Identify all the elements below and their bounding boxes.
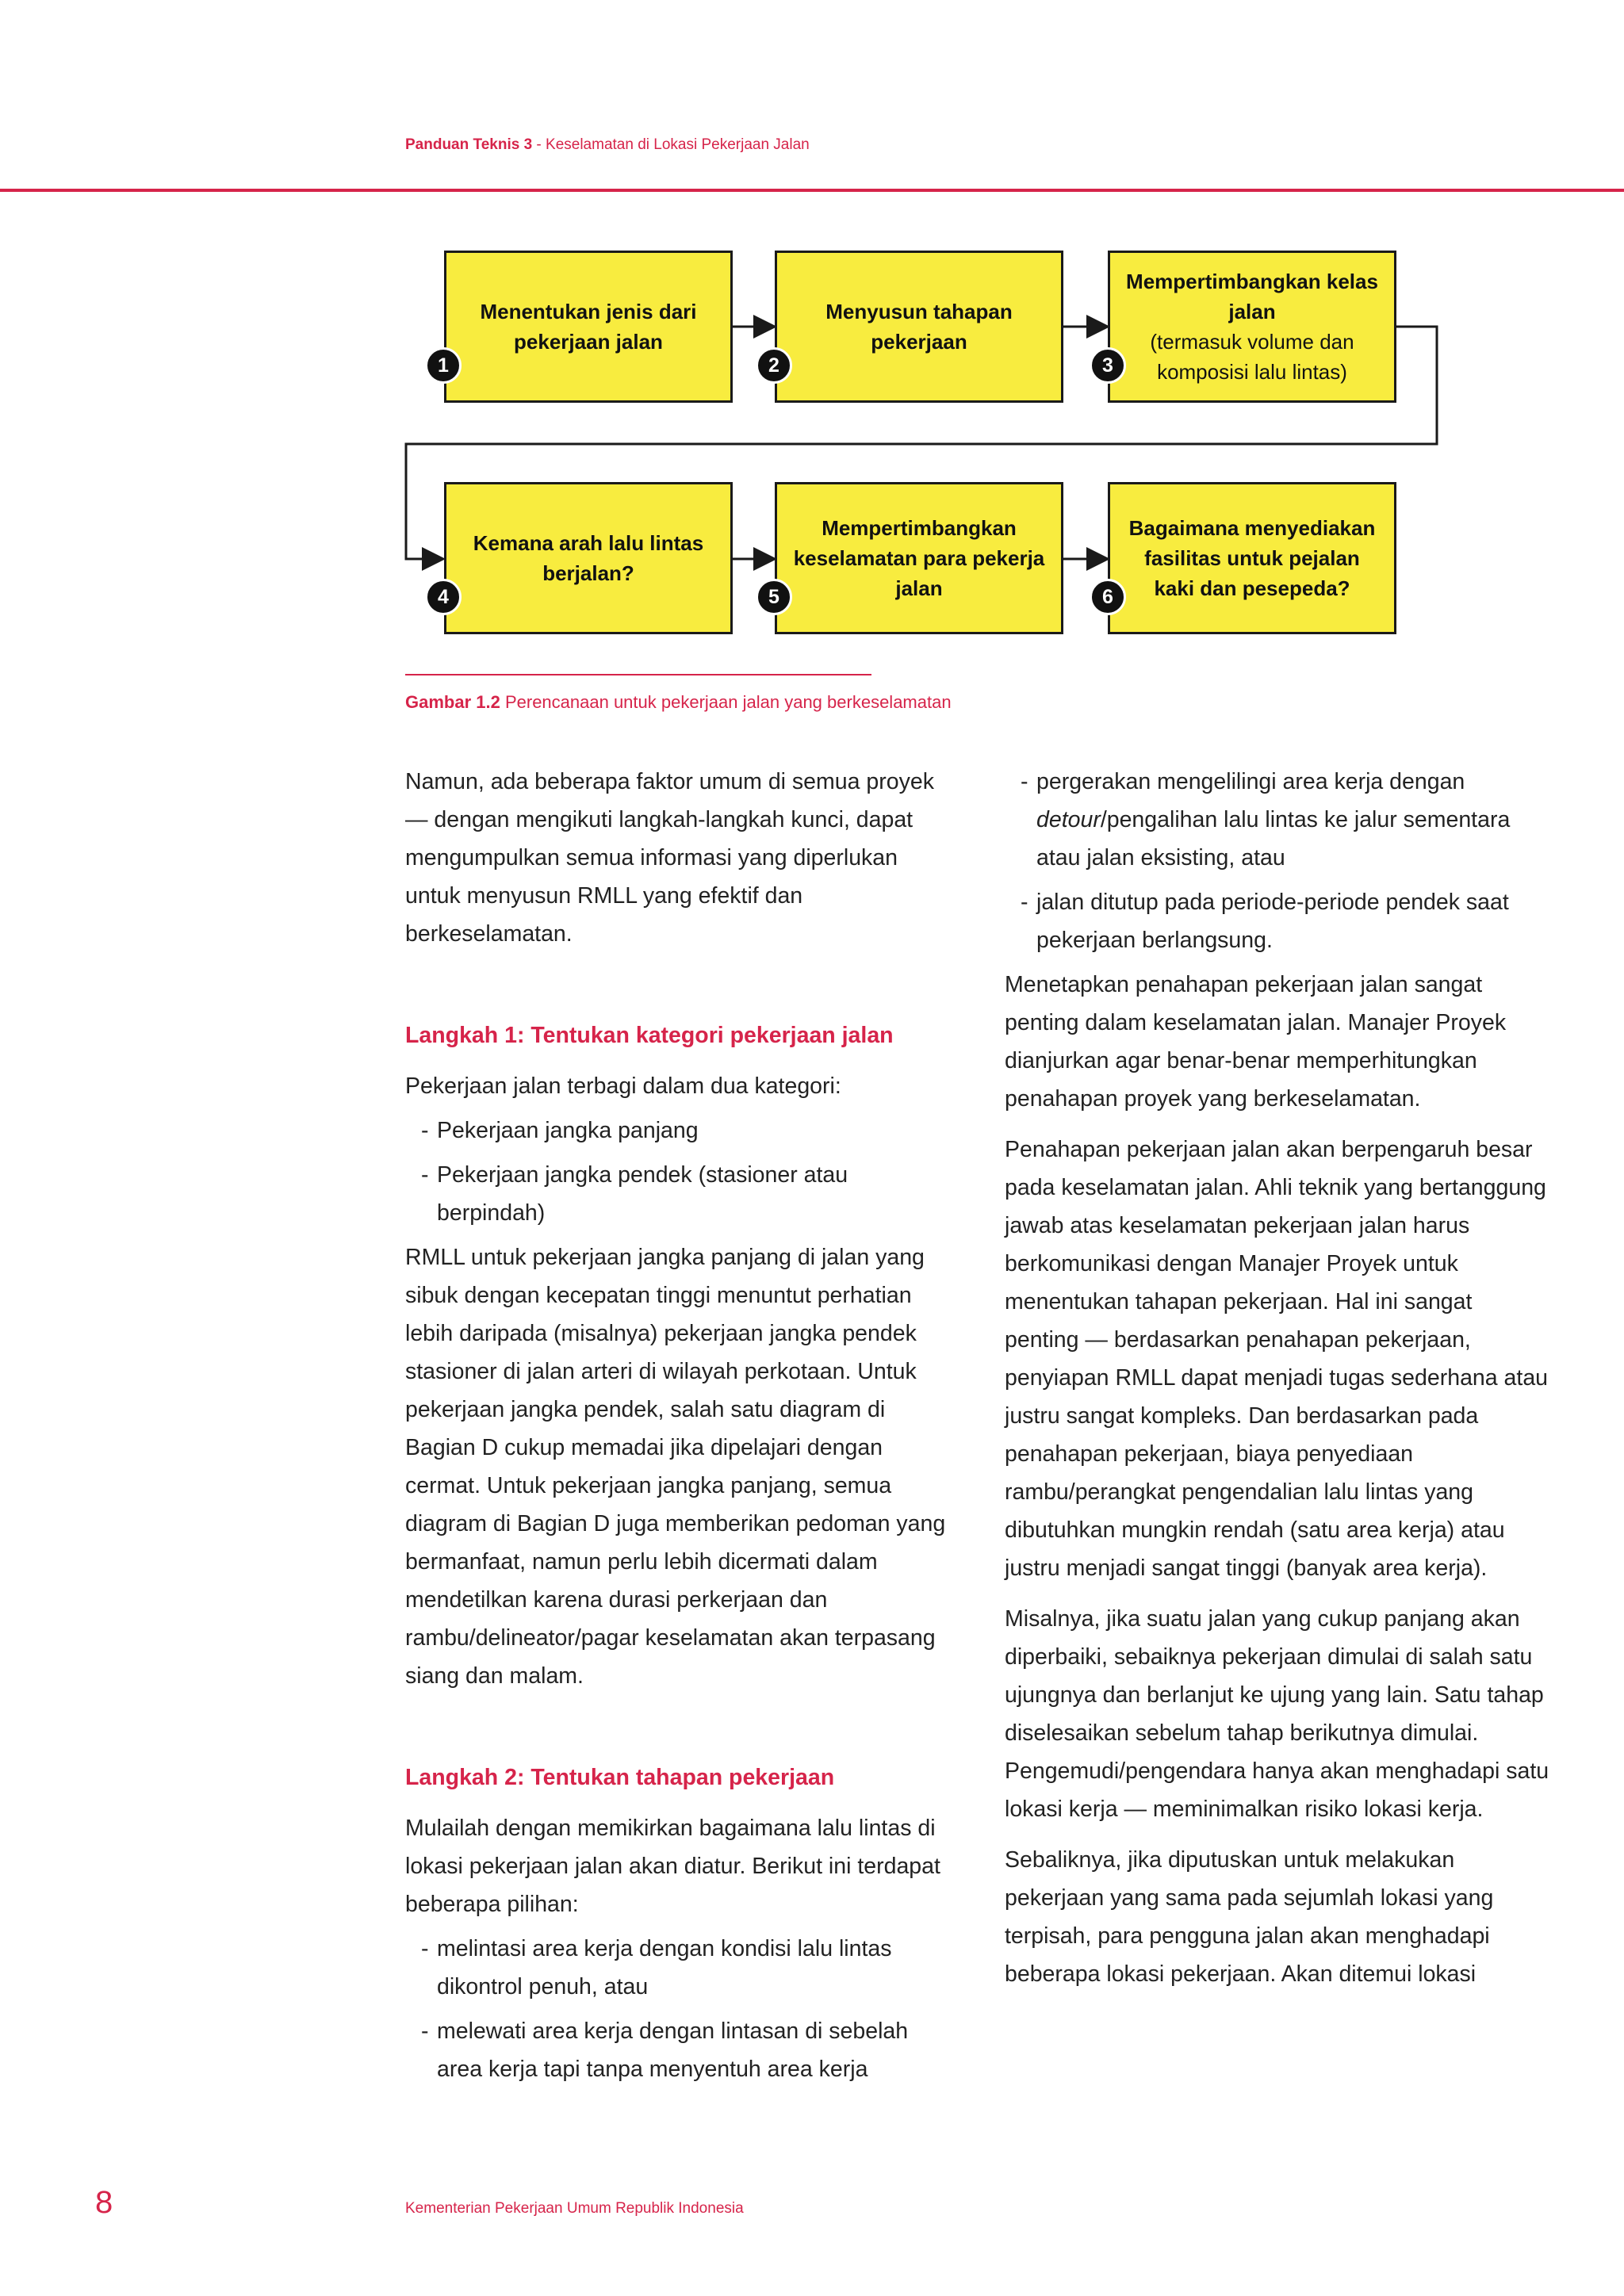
flow-step-5-number: 5: [756, 579, 792, 615]
step2-intro: Mulailah dengan memikirkan bagaimana lalu lintas di lokasi pekerjaan jalan akan diatur. Berikut ini terdapat beberapa pilihan:: [405, 1816, 940, 1917]
body-paragraph-4: Sebaliknya, jika diputuskan untuk melakukan pekerjaan yang sama pada sejumlah lokasi yang terpisah, para pengguna jalan akan menghadapi beberapa lokasi pekerjaan. Akan ditemui lokasi: [1005, 1847, 1494, 1987]
flow-step-5-text: Mempertimbangkan keselamatan para pekerja jalan: [793, 516, 1045, 600]
figure-caption-text: Perencanaan untuk pekerjaan jalan yang berkeselamatan: [500, 692, 952, 712]
header-title-bold: Panduan Teknis 3: [405, 136, 533, 153]
body-paragraph-3: Misalnya, jika suatu jalan yang cukup panjang akan diperbaiki, sebaiknya pekerjaan dimulai di salah satu ujungnya dan berlanjut ke ujung yang lain. Satu tahap diselesaikan sebelum tahap berikutnya dimulai. Pengemudi/pengendara hanya akan menghadapi satu lokasi kerja — meminimalkan risiko lokasi kerja.: [1005, 1606, 1549, 1822]
list-item: [1005, 763, 1552, 877]
flow-step-4-text: Kemana arah lalu lintas berjalan?: [473, 531, 704, 585]
flow-step-6-number: 6: [1090, 579, 1126, 615]
flow-step-2: [775, 251, 1063, 403]
step2-heading: Langkah 2: Tentukan tahapan pekerjaan: [405, 1765, 835, 1790]
step1-body: RMLL untuk pekerjaan jangka panjang di jalan yang sibuk dengan kecepatan tinggi menuntut perhatian lebih daripada (misalnya) pekerjaan jangka pendek stasioner di jalan arteri di wilayah perkotaan. Untuk pekerjaan jangka pendek, salah satu diagram di Bagian D cukup memadai jika dipelajari dengan cermat. Untuk pekerjaan jangka panjang, semua diagram di Bagian D juga memberikan pedoman yang bermanfaat, namun perlu lebih dicermati dalam mendetilkan karena durasi perkerjaan dan rambu/delineator/pagar keselamatan akan terpasang siang dan malam.: [405, 1245, 946, 1689]
flow-step-3-note: (termasuk volume dan komposisi lalu lintas): [1150, 330, 1354, 384]
flow-step-5: [775, 482, 1063, 634]
step1-heading: Langkah 1: Tentukan kategori pekerjaan jalan: [405, 1023, 894, 1048]
list-item-italic: detour: [1036, 807, 1101, 832]
flow-step-1-number: 1: [425, 347, 462, 384]
figure-caption-label: Gambar 1.2: [405, 692, 500, 712]
step1-intro: Pekerjaan jalan terbagi dalam dua kategori:: [405, 1073, 841, 1099]
body-paragraph-1: Menetapkan penahapan pekerjaan jalan sangat penting dalam keselamatan jalan. Manajer Proyek dianjurkan agar benar-benar memperhitungkan penahapan proyek yang berkeselamatan.: [1005, 972, 1507, 1112]
list-item: - Pekerjaan jangka pendek (stasioner atau berpindah): [405, 1156, 952, 1232]
flow-step-3-number: 3: [1090, 347, 1126, 384]
caption-divider: [405, 674, 871, 675]
flow-step-1-text: Menentukan jenis dari pekerjaan jalan: [480, 300, 697, 354]
body-paragraph-2: Penahapan pekerjaan jalan akan berpengaruh besar pada keselamatan jalan. Ahli teknik yang bertanggung jawab atas keselamatan pekerjaan jalan harus berkomunikasi dengan Manajer Proyek untuk menentukan tahapan pekerjaan. Hal ini sangat penting — berdasarkan penahapan pekerjaan, penyiapan RMLL dapat menjadi tugas sederhana atau justru sangat kompleks. Dan berdasarkan pada penahapan pekerjaan, biaya penyediaan rambu/perangkat pengendalian lalu lintas yang dibutuhkan mungkin rendah (satu area kerja) atau justru menjadi sangat tinggi (banyak area kerja).: [1005, 1137, 1549, 1581]
flow-step-1: [444, 251, 733, 403]
list-item: - jalan ditutup pada periode-periode pendek saat pekerjaan berlangsung.: [1005, 883, 1552, 959]
flow-step-6-text: Bagaimana menyediakan fasilitas untuk pejalan kaki dan pesepeda?: [1128, 516, 1376, 600]
flow-step-2-number: 2: [756, 347, 792, 384]
list-item: - Pekerjaan jangka panjang: [405, 1112, 952, 1150]
list-item-text: pergerakan mengelilingi area kerja dengan: [1036, 769, 1465, 794]
flow-step-4: [444, 482, 733, 634]
figure-caption: [405, 692, 952, 713]
left-column: [405, 763, 952, 2095]
step2-list: [405, 1930, 952, 2088]
page-number: 8: [95, 2185, 113, 2220]
step2-list-continued: [1005, 763, 1552, 959]
footer-text: Kementerian Pekerjaan Umum Republik Indonesia: [405, 2200, 744, 2217]
flow-step-3-text: Mempertimbangkan kelas jalan: [1126, 270, 1378, 323]
list-item: - melintasi area kerja dengan kondisi lalu lintas dikontrol penuh, atau: [405, 1930, 952, 2006]
flow-step-4-number: 4: [425, 579, 462, 615]
list-item: - melewati area kerja dengan lintasan di sebelah area kerja tapi tanpa menyentuh area kerja: [405, 2012, 952, 2088]
flow-step-3: [1108, 251, 1396, 403]
flow-step-2-text: Menyusun tahapan pekerjaan: [825, 300, 1013, 354]
flow-step-6: [1108, 482, 1396, 634]
list-item-text: /pengalihan lalu lintas ke jalur sementara atau jalan eksisting, atau: [1036, 807, 1511, 871]
step1-list: [405, 1112, 952, 1232]
header-title-rest: - Keselamatan di Lokasi Pekerjaan Jalan: [532, 136, 810, 153]
right-column: [1005, 763, 1552, 2006]
intro-paragraph: Namun, ada beberapa faktor umum di semua proyek — dengan mengikuti langkah-langkah kunci, dapat mengumpulkan semua informasi yang diperlukan untuk menyusun RMLL yang efektif dan berkeselamatan.: [405, 769, 934, 947]
